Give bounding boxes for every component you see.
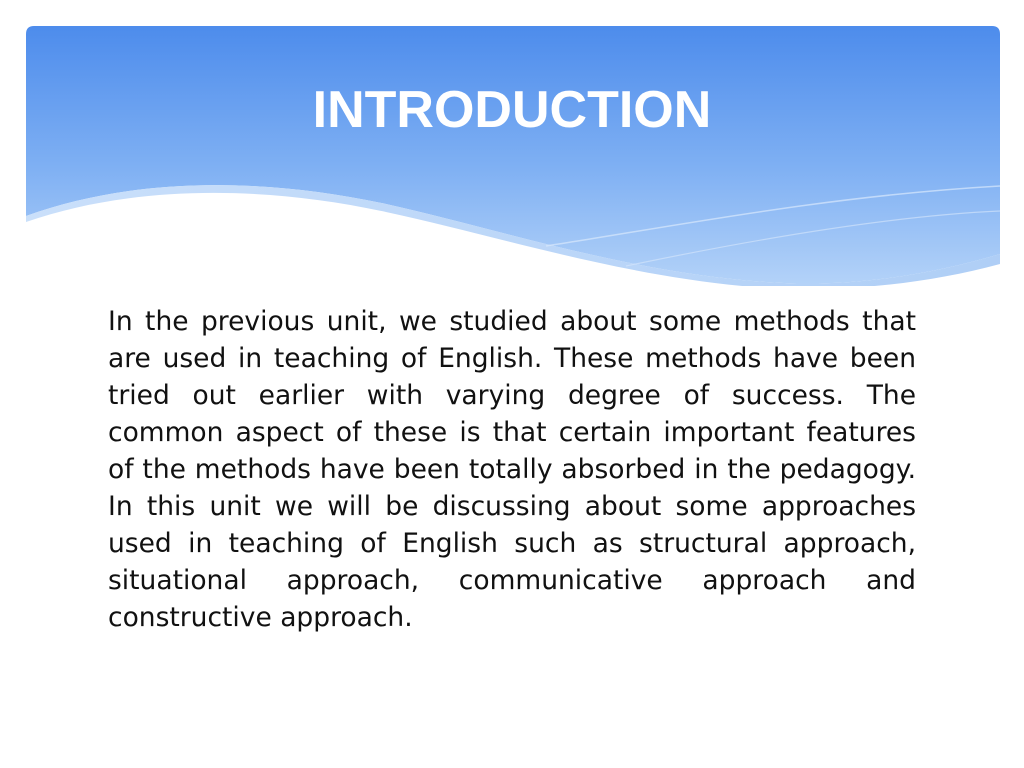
- header-wave-banner: [26, 26, 1000, 286]
- header-wave-graphic: [26, 26, 1000, 286]
- slide-title: INTRODUCTION: [312, 81, 712, 139]
- slide-body-text: In the previous unit, we studied about some methods that are used in teaching of English. These methods have been tried out earlier with varying degree of success. The common aspect of these is that certain important features of the methods have been totally absorbed in the pedagogy. In this unit we will be discussing about some approaches used in teaching of English such as structural approach, situational approach, communicative approach and constructive approach.: [108, 306, 916, 633]
